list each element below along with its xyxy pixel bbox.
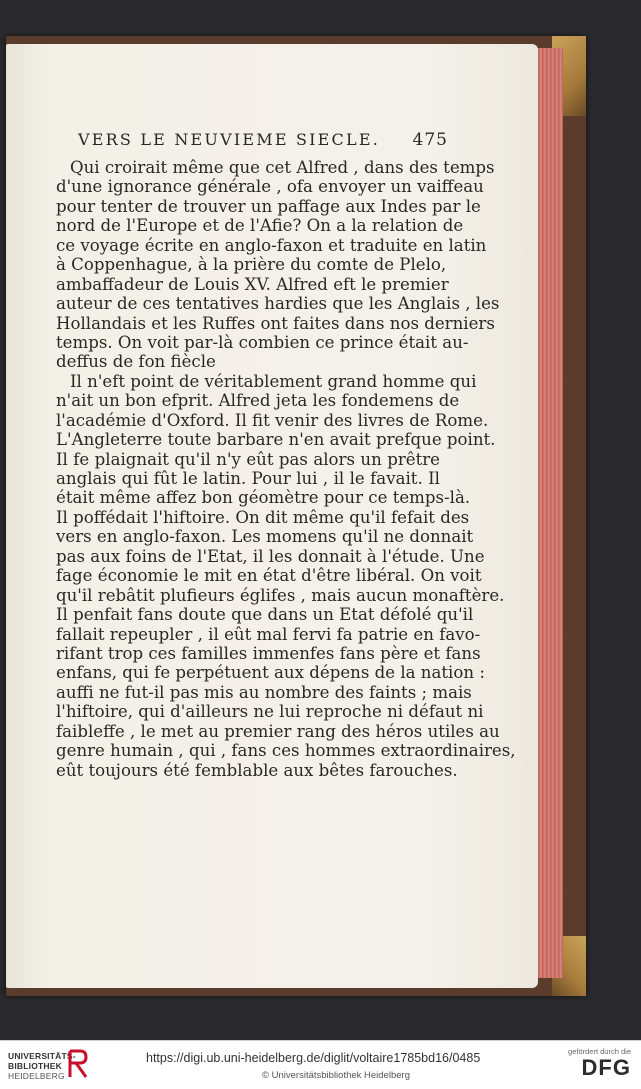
- text-line: genre humain , qui , fans ces hommes extraordinaires,: [56, 741, 516, 761]
- page-number: 475: [412, 130, 448, 150]
- text-line: temps. On voit par-là combien ce prince était au-: [56, 332, 469, 352]
- text-line: d'une ignorance générale , ofa envoyer un vaiffeau: [56, 177, 484, 197]
- funding-logo: [568, 1047, 631, 1080]
- text-line: auteur de ces tentatives hardies que les Anglais , les: [56, 294, 500, 314]
- text-line: n'ait un bon efprit. Alfred jeta les fondemens de: [56, 391, 460, 411]
- text-line: était même affez bon géomètre pour ce temps-là.: [56, 488, 471, 508]
- text-line: l'académie d'Oxford. Il fit venir des livres de Rome.: [56, 410, 489, 430]
- text-line: fage économie le mit en état d'être libéral. On voit: [56, 566, 482, 586]
- text-line: Il n'eft point de véritablement grand homme qui: [70, 371, 477, 391]
- logo-line-2: BIBLIOTHEK: [8, 1061, 62, 1071]
- text-line: fallait repeupler , il eût mal fervi fa patrie en favo-: [56, 624, 481, 644]
- text-line: Il penfait fans doute que dans un Etat défolé qu'il: [56, 605, 474, 625]
- text-line: pour tenter de trouver un paffage aux Indes par le: [56, 196, 481, 216]
- text-line: Qui croirait même que cet Alfred , dans des temps: [70, 158, 495, 177]
- funding-label: gefördert durch die: [568, 1047, 631, 1056]
- text-line: qu'il rebâtit plufieurs églifes , mais aucun monaftère.: [56, 585, 505, 605]
- text-line: Hollandais et les Ruffes ont faites dans nos derniers: [56, 313, 495, 333]
- text-line: enfans, qui fe perpétuent aux dépens de la nation :: [56, 663, 485, 683]
- page-edges: [534, 48, 563, 978]
- text-line: auffi ne fut-il pas mis au nombre des faints ; mais: [56, 682, 472, 702]
- running-head: [78, 130, 448, 150]
- text-line: ambaffadeur de Louis XV. Alfred eft le premier: [56, 274, 449, 294]
- copyright-notice: © Universitätsbibliothek Heidelberg: [262, 1070, 410, 1081]
- text-line: rifant trop ces familles immenfes fans père et fans: [56, 643, 481, 663]
- text-line: anglais qui fût le latin. Pour lui , il le favait. Il: [56, 469, 440, 488]
- body-text: [56, 158, 516, 780]
- text-line: ce voyage écrite en anglo-faxon et traduite en latin: [56, 235, 487, 255]
- dfg-logo: DFG: [581, 1055, 631, 1080]
- text-line: Il poffédait l'hiftoire. On dit même qu'il fefait des: [56, 507, 470, 527]
- permalink-url[interactable]: https://digi.ub.uni-heidelberg.de/diglit/voltaire1785bd16/0485: [146, 1051, 481, 1065]
- logo-line-3: HEIDELBERG: [8, 1071, 65, 1081]
- text-line: deffus de fon fiècle: [56, 352, 216, 372]
- footer-bar: [0, 1040, 641, 1089]
- text-line: L'Angleterre toute barbare n'en avait prefque point.: [56, 430, 496, 450]
- text-line: l'hiftoire, qui d'ailleurs ne lui reproche ni défaut ni: [56, 702, 484, 722]
- text-line: vers en anglo-faxon. Les momens qu'il ne donnait: [56, 527, 474, 547]
- library-seal-icon: [66, 1049, 88, 1079]
- text-line: à Coppenhague, à la prière du comte de Plelo,: [56, 255, 447, 275]
- text-line: Il fe plaignait qu'il n'y eût pas alors un prêtre: [56, 449, 440, 469]
- text-line: pas aux foins de l'Etat, il les donnait à l'étude. Une: [56, 546, 485, 566]
- text-line: eût toujours été femblable aux bêtes farouches.: [56, 760, 458, 780]
- text-line: faibleffe , le met au premier rang des héros utiles au: [56, 721, 500, 741]
- running-title: VERS LE NEUVIEME SIECLE.: [78, 130, 380, 149]
- logo-line-1: UNIVERSITÄTS-: [8, 1051, 76, 1061]
- text-line: nord de l'Europe et de l'Afie? On a la relation de: [56, 216, 464, 236]
